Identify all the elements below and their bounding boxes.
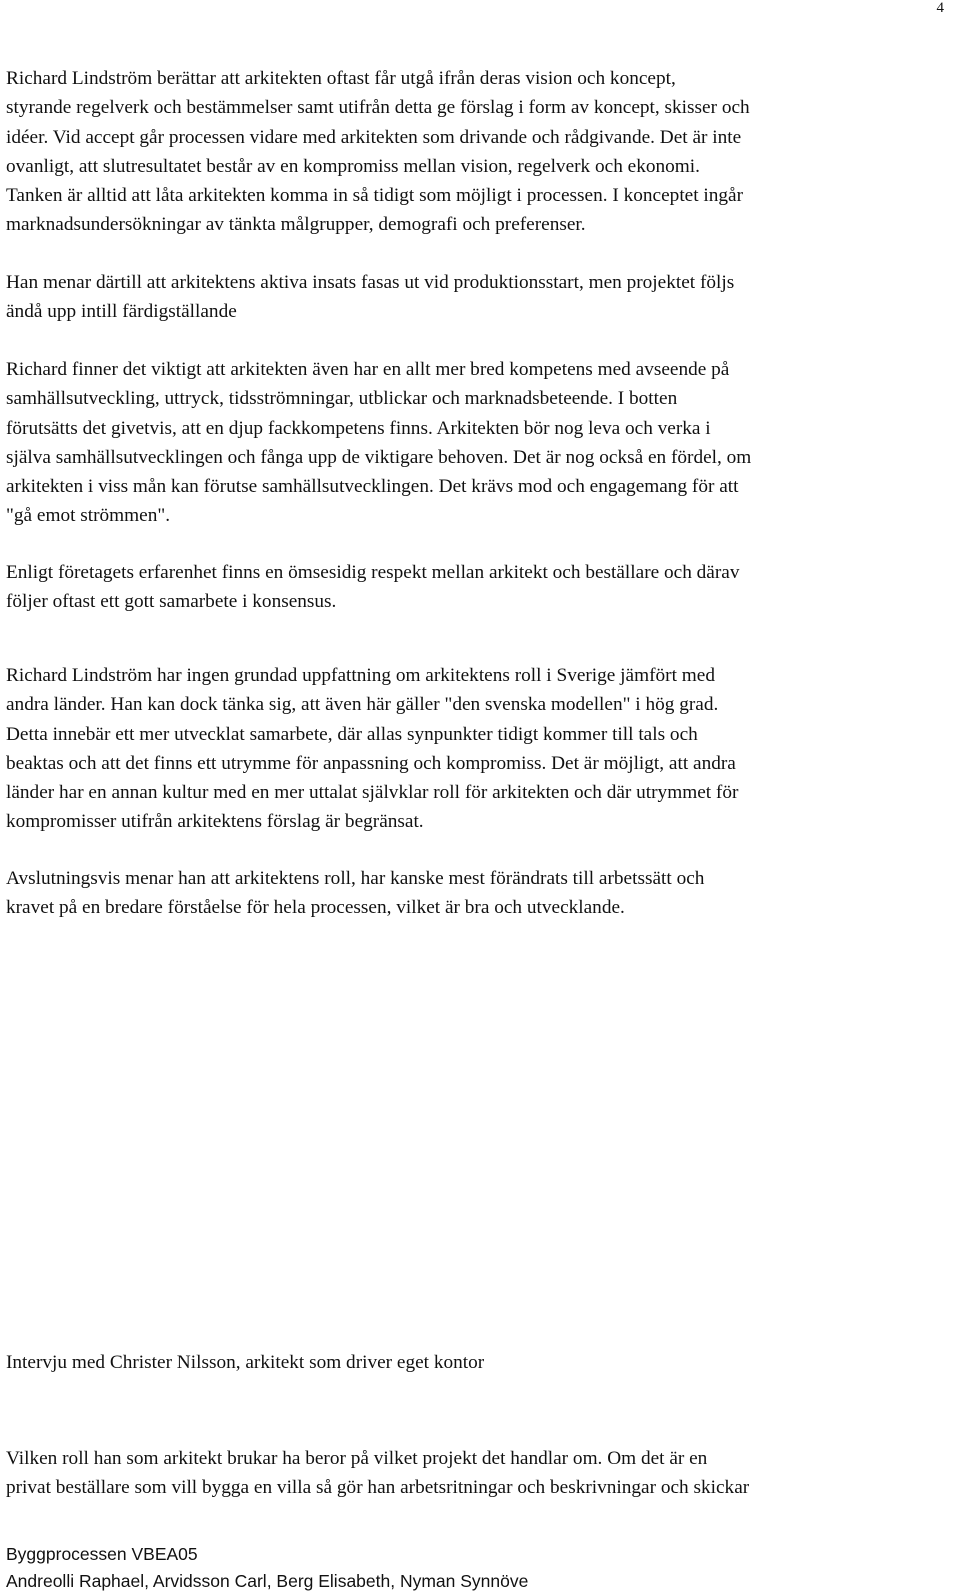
text-line: följer oftast ett gott samarbete i konsensus.: [6, 591, 337, 613]
paragraph-production-start: [6, 268, 951, 327]
text-line: förutsätts det givetvis, att en djup fackkompetens finns. Arkitekten bör nog leva och verka i: [6, 417, 711, 439]
text-line: Richard Lindström berättar att arkitekten oftast får utgå ifrån deras vision och koncept,: [6, 68, 676, 89]
text-line: Tanken är alltid att låta arkitekten komma in så tidigt som möjligt i processen. I konceptet ingår: [6, 185, 744, 207]
text-line: "gå emot strömmen".: [6, 505, 171, 527]
text-line: själva samhällsutvecklingen och fånga upp de viktigare behoven. Det är nog också en fördel, om: [6, 446, 752, 468]
text-line: arkitekten i viss mån kan förutse samhällsutvecklingen. Det krävs mod och engagemang för att: [6, 476, 739, 498]
text-line: Vilken roll han som arkitekt brukar ha beror på vilket projekt det handlar om. Om det är en: [6, 1448, 708, 1469]
text-line: ändå upp intill färdigställande: [6, 301, 237, 323]
paragraph-mutual-respect: [6, 558, 951, 617]
page-number: 4: [936, 0, 944, 16]
paragraph-swedish-model: [6, 661, 951, 837]
footer-authors: Andreolli Raphael, Arvidsson Carl, Berg Elisabeth, Nyman Synnöve: [6, 1571, 529, 1591]
text-line: Avslutningsvis menar han att arkitektens roll, har kanske mest förändrats till arbetssätt och: [6, 868, 705, 889]
text-line: Richard finner det viktigt att arkitekten även har en allt mer bred kompetens med avseende på: [6, 359, 730, 380]
text-line: marknadsundersökningar av tänkta målgrupper, demografi och preferenser.: [6, 214, 586, 236]
text-line: Detta innebär ett mer utvecklat samarbete, där allas synpunkter tidigt kommer till tals och: [6, 723, 698, 745]
text-line: samhällsutveckling, uttryck, tidsströmningar, utblickar och marknadsbeteende. I botten: [6, 388, 678, 410]
text-line: privat beställare som vill bygga en villa så gör han arbetsritningar och beskrivningar och skickar: [6, 1477, 750, 1499]
text-line: Richard Lindström har ingen grundad uppfattning om arkitektens roll i Sverige jämfört med: [6, 665, 715, 686]
interview-heading: [6, 1348, 951, 1377]
text-line: kompromisser utifrån arkitektens förslag är begränsat.: [6, 811, 424, 833]
text-line: andra länder. Han kan dock tänka sig, att även här gäller "den svenska modellen" i hög grad.: [6, 694, 719, 716]
paragraph-lindstrom-vision: [6, 64, 951, 240]
text-line: Intervju med Christer Nilsson, arkitekt som driver eget kontor: [6, 1352, 485, 1373]
paragraph-nilsson-role: [6, 1444, 951, 1503]
page-footer: [6, 1541, 528, 1595]
text-line: styrande regelverk och bestämmelser samt utifrån detta ge förslag i form av koncept, skisser och: [6, 97, 750, 119]
text-line: kravet på en bredare förståelse för hela processen, vilket är bra och utvecklande.: [6, 897, 625, 919]
text-line: ovanligt, att slutresultatet består av en kompromiss mellan vision, regelverk och ekonomi.: [6, 155, 700, 177]
text-line: idéer. Vid accept går processen vidare med arkitekten som drivande och rådgivande. Det är inte: [6, 126, 742, 148]
text-line: länder har en annan kultur med en mer uttalat självklar roll för arkitekten och där utrymmet för: [6, 782, 739, 804]
paragraph-competence: [6, 355, 951, 531]
text-line: Han menar därtill att arkitektens aktiva insats fasas ut vid produktionsstart, men projektet följs: [6, 272, 735, 293]
text-line: Enligt företagets erfarenhet finns en ömsesidig respekt mellan arkitekt och beställare och därav: [6, 562, 740, 583]
footer-course: Byggprocessen VBEA05: [6, 1544, 198, 1564]
text-line: beaktas och att det finns ett utrymme för anpassning och kompromiss. Det är möjligt, att andra: [6, 752, 736, 774]
paragraph-conclusion: [6, 864, 951, 923]
